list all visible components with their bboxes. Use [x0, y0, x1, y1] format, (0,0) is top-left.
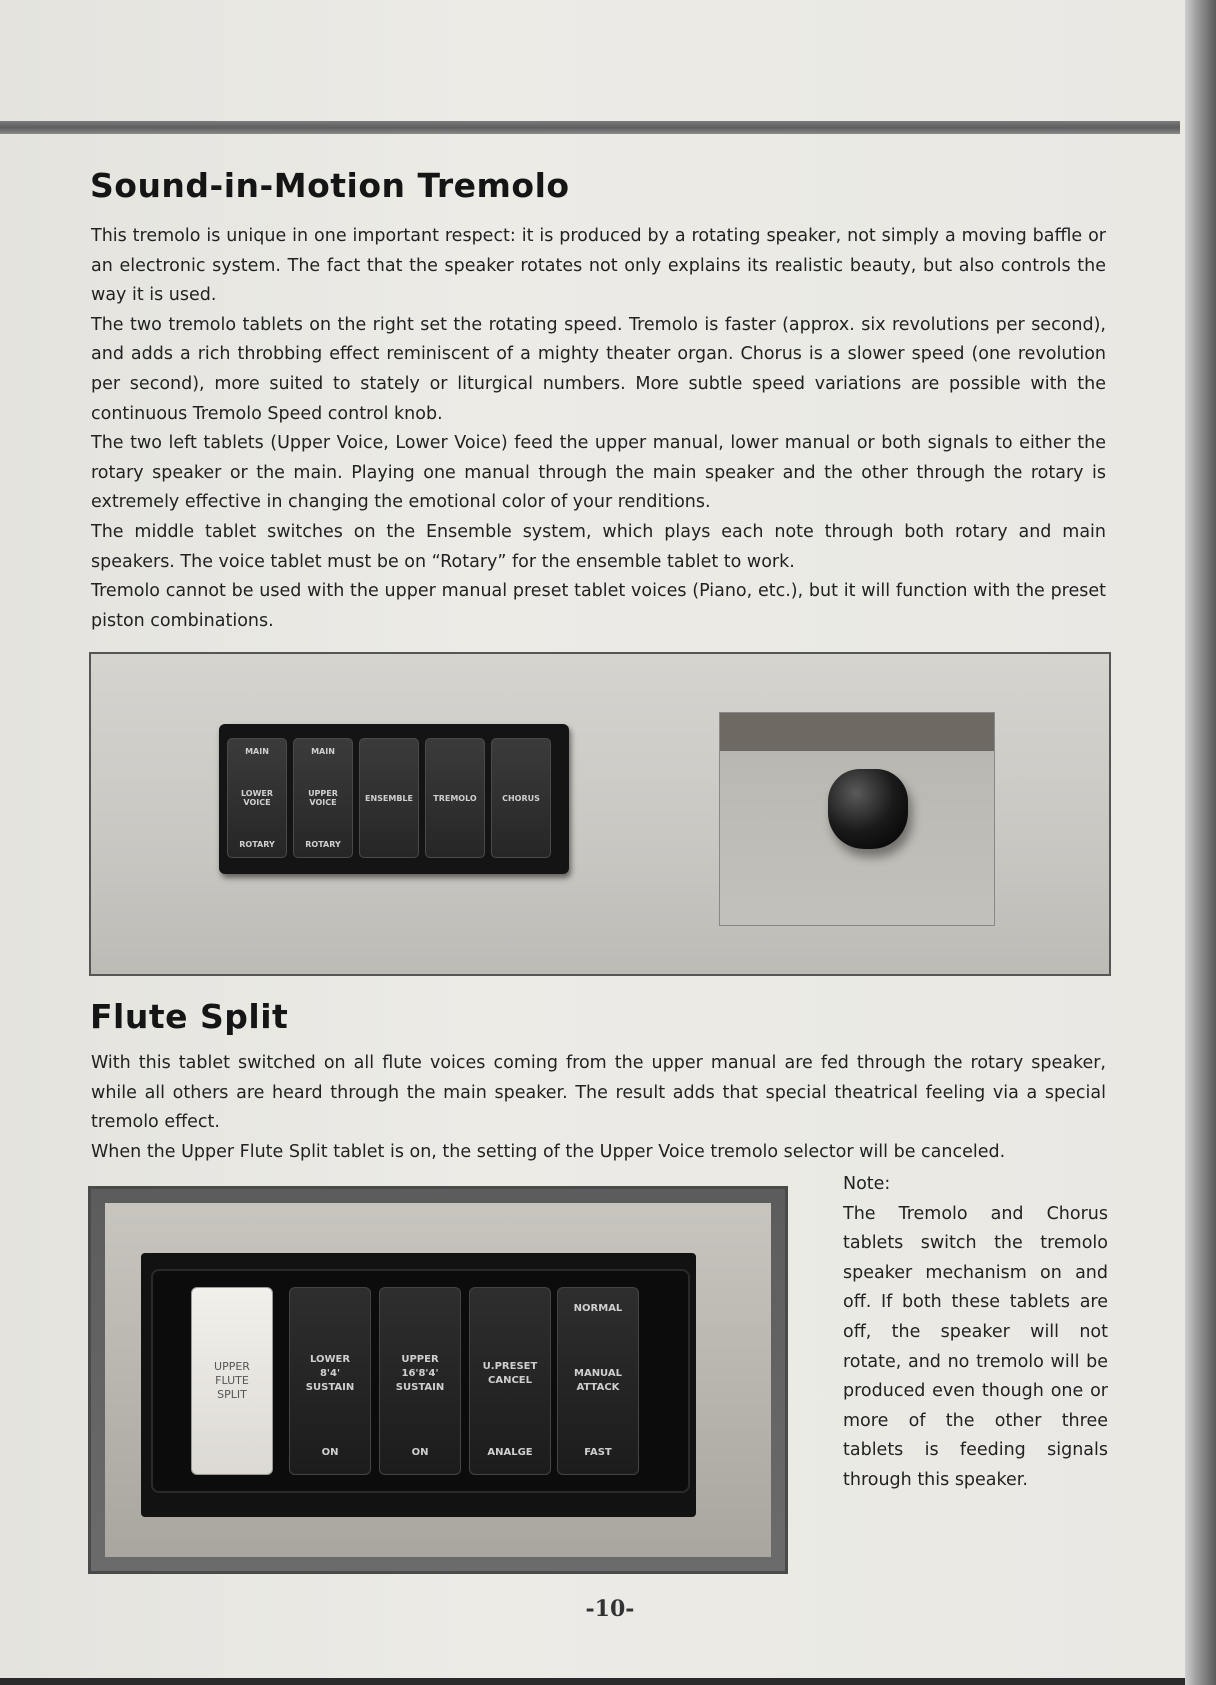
- tablet-switch[interactable]: [359, 738, 419, 858]
- tablet-switch[interactable]: [425, 738, 485, 858]
- tablet-label: UPPER VOICE: [308, 789, 338, 807]
- tablet-label: LOWER VOICE: [240, 789, 274, 807]
- knob-icon: [828, 769, 908, 849]
- tablet-bottom-label: ANALGE: [487, 1447, 533, 1458]
- tablet-top-label: MAIN: [311, 747, 335, 756]
- note-text: The Tremolo and Chorus tablets switch the tremolo speaker mechanism on and off. If both these tablets are off, the speaker will not rotate, and no tremolo will be produced even though one or more of the other three tablets is feeding signals through this speaker.: [843, 1203, 1108, 1490]
- tablet-bottom-label: FAST: [584, 1447, 612, 1458]
- page-number: -10-: [585, 1596, 635, 1622]
- tablet-switch[interactable]: [469, 1287, 551, 1475]
- tablet-label: MANUAL ATTACK: [574, 1368, 622, 1393]
- tablet-bottom-label: ROTARY: [305, 840, 341, 849]
- top-rule: [0, 121, 1180, 134]
- section-title-tremolo: Sound-in-Motion Tremolo: [90, 166, 570, 205]
- note-heading: Note:: [843, 1174, 891, 1194]
- tablet-label: ENSEMBLE: [364, 793, 413, 803]
- tablet-label: LOWER 8'4' SUSTAIN: [305, 1354, 355, 1393]
- tremolo-speed-knob-photo: [719, 712, 995, 926]
- flute-split-photo: [88, 1186, 788, 1574]
- tablet-bottom-label: ON: [411, 1447, 429, 1458]
- tremolo-controls-photo: [89, 652, 1111, 976]
- tremolo-body: [91, 222, 1106, 636]
- section-title-flute-split: Flute Split: [90, 997, 289, 1036]
- tablet-label: U.PRESET CANCEL: [482, 1361, 538, 1386]
- tablet-switch[interactable]: [191, 1287, 273, 1475]
- tablet-switch[interactable]: [379, 1287, 461, 1475]
- note-block: [843, 1170, 1108, 1496]
- tablet-switch[interactable]: [491, 738, 551, 858]
- paragraph: Tremolo cannot be used with the upper manual preset tablet voices (Piano, etc.), but it will function with the preset piston combinations.: [91, 581, 1106, 631]
- tablet-switch[interactable]: [293, 738, 353, 858]
- tablet-panel-well: [151, 1269, 690, 1493]
- tablet-switch[interactable]: [227, 738, 287, 858]
- tablet-switch[interactable]: [557, 1287, 639, 1475]
- paragraph: With this tablet switched on all flute voices coming from the upper manual are fed through the rotary speaker, while all others are heard through the main speaker. The result adds that special theatrical feeling via a special tremolo effect.: [91, 1053, 1106, 1133]
- paragraph: This tremolo is unique in one important respect: it is produced by a rotating speaker, not simply a moving baffle or an electronic system. The fact that the speaker rotates not only explains its realistic beauty, but also controls the way it is used.: [91, 226, 1106, 306]
- page-binding-edge: [1185, 0, 1216, 1685]
- tablet-top-label: NORMAL: [573, 1303, 623, 1314]
- tablet-label: CHORUS: [502, 793, 540, 803]
- paragraph: The two left tablets (Upper Voice, Lower Voice) feed the upper manual, lower manual or both signals to either the rotary speaker or the main. Playing one manual through the main speaker and the other through the rotary is extremely effective in changing the emotional color of your renditions.: [91, 433, 1106, 513]
- paragraph: The two tremolo tablets on the right set the rotating speed. Tremolo is faster (approx. six revolutions per second), and adds a rich throbbing effect reminiscent of a mighty theater organ. Chorus is a slower speed (one revolution per second), more suited to stately or liturgical numbers. More subtle speed variations are possible with the continuous Tremolo Speed control knob.: [91, 314, 1106, 424]
- tremolo-tablet-panel: [219, 724, 569, 874]
- tablet-bottom-label: ROTARY: [239, 840, 275, 849]
- panel-edge: [720, 713, 994, 751]
- tablet-bottom-label: ON: [321, 1447, 339, 1458]
- tablet-label: TREMOLO: [433, 793, 477, 803]
- bottom-rule: [0, 1678, 1185, 1685]
- tablet-label: UPPER 16'8'4' SUSTAIN: [395, 1354, 445, 1393]
- flute-split-body: [91, 1049, 1106, 1167]
- tablet-top-label: MAIN: [245, 747, 269, 756]
- tablet-label: UPPER FLUTE SPLIT: [214, 1360, 250, 1401]
- paragraph: The middle tablet switches on the Ensemble system, which plays each note through both rotary and main speakers. The voice tablet must be on “Rotary” for the ensemble tablet to work.: [91, 521, 1106, 572]
- tablet-switch[interactable]: [289, 1287, 371, 1475]
- paragraph: When the Upper Flute Split tablet is on, the setting of the Upper Voice tremolo selector will be canceled.: [91, 1141, 1006, 1162]
